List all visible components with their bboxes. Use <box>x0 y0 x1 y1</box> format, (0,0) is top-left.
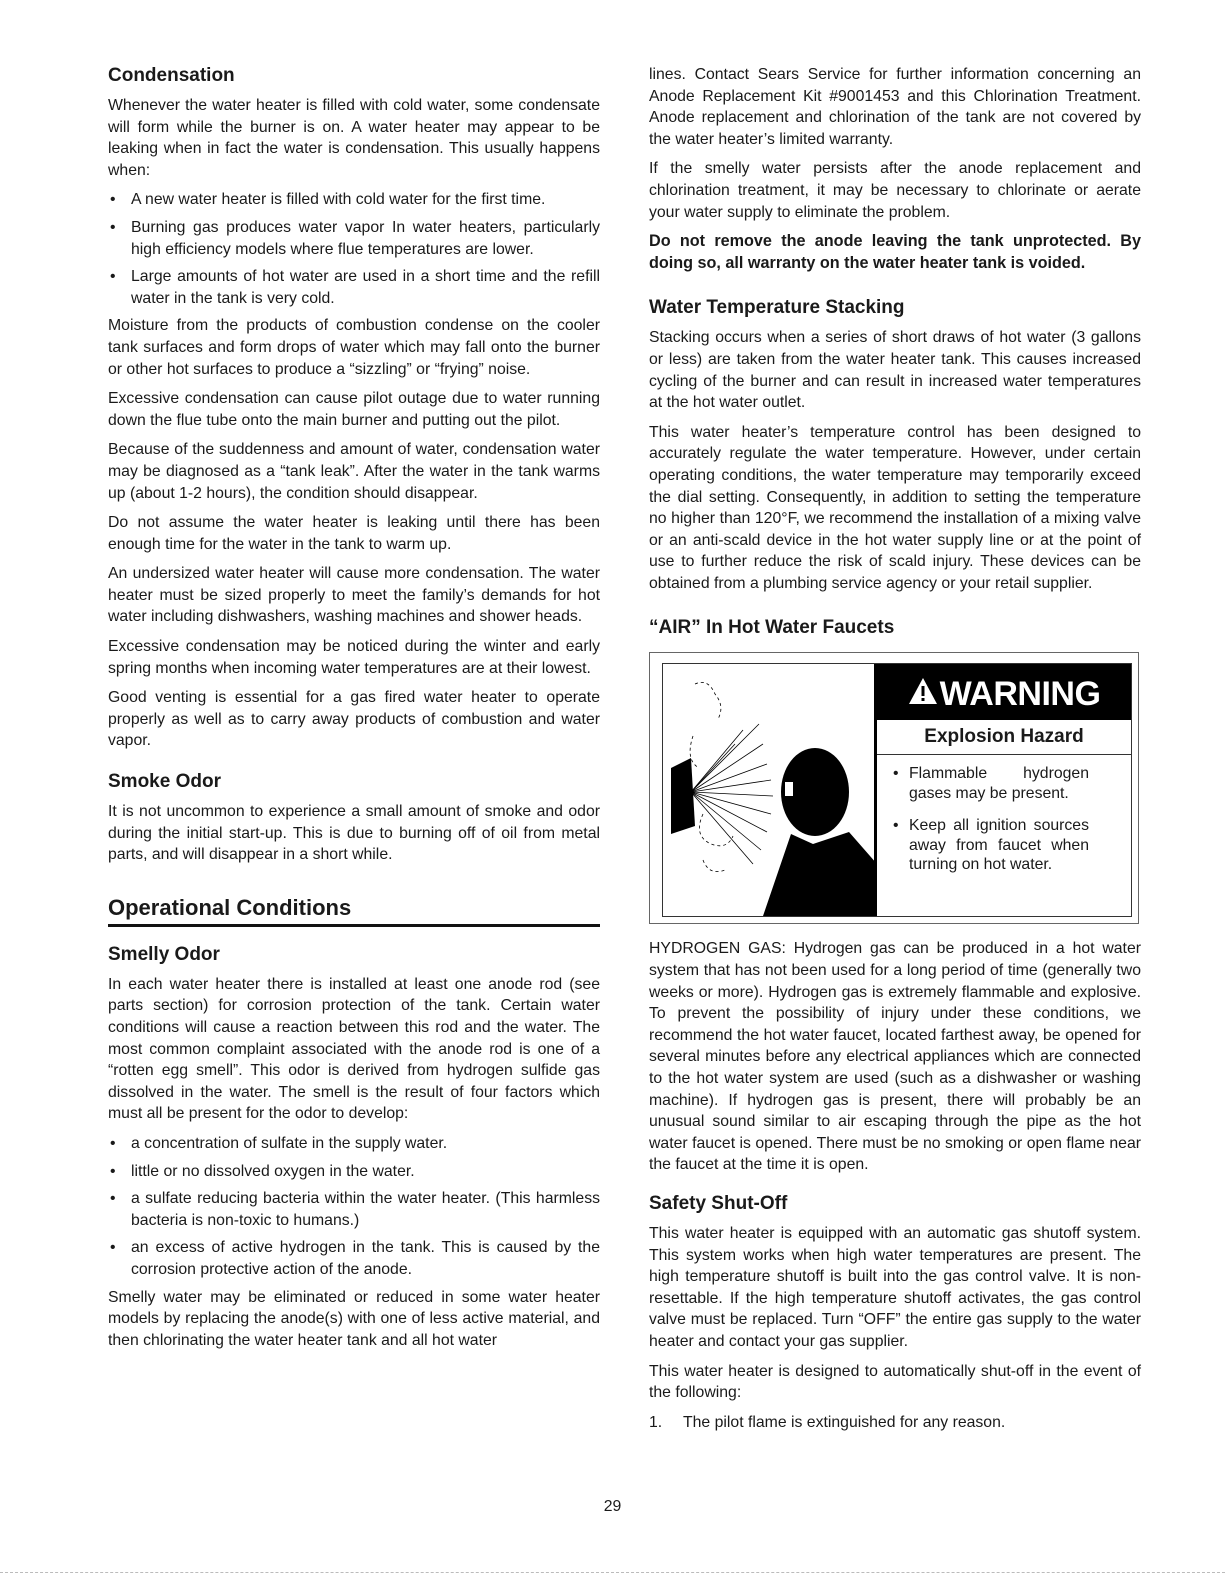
list-item: • A new water heater is filled with cold water for the first time. <box>108 189 600 211</box>
list-item: • Burning gas produces water vapor In water heaters, particularly high efficiency models where flue temperatures are lower. <box>108 217 600 260</box>
warning-item: • Flammable hydrogen gases may be present. <box>893 764 1089 803</box>
condensation-paragraph: An undersized water heater will cause more condensation. The water heater must be sized properly to meet the family’s demands for hot water including dishwashers, washing machines and shower heads. <box>108 565 600 626</box>
explosion-hazard-icon <box>663 664 877 916</box>
smoke-odor-heading: Smoke Odor <box>108 771 221 793</box>
air-in-faucets-heading: “AIR” In Hot Water Faucets <box>649 617 895 639</box>
water-temperature-stacking-heading: Water Temperature Stacking <box>649 297 905 319</box>
smelly-odor-heading: Smelly Odor <box>108 943 220 965</box>
list-text: The pilot flame is extinguished for any reason. <box>683 1413 1006 1431</box>
list-item <box>649 1412 1141 1434</box>
condensation-paragraph: Good venting is essential for a gas fired water heater to operate properly as well as to carry away products of combustion and water vapor. <box>108 689 600 750</box>
condensation-paragraph: Excessive condensation can cause pilot outage due to water running down the flue tube onto the main burner and putting out the pilot. <box>108 390 600 429</box>
shutoff-numbered-list <box>649 1412 1141 1434</box>
safety-shutoff-heading: Safety Shut-Off <box>649 1193 788 1214</box>
anode-warning-text: Do not remove the anode leaving the tank unprotected. By doing so, all warranty on the water heater tank is voided. <box>649 232 1141 272</box>
smelly-odor-continued-paragraph: If the smelly water persists after the anode replacement and chlorination treatment, it may be necessary to chlorinate or aerate your water supply to eliminate the problem. <box>649 160 1141 221</box>
left-column <box>108 64 600 1359</box>
scan-edge-line <box>0 1572 1225 1573</box>
page-number: 29 <box>603 1498 622 1515</box>
list-number: 1. <box>649 1413 663 1431</box>
condensation-paragraph: Do not assume the water heater is leaking until there has been enough time for the water in the tank to warm up. <box>108 514 600 553</box>
list-item: • a concentration of sulfate in the supply water. <box>108 1133 600 1155</box>
list-item: • an excess of active hydrogen in the tank. This is caused by the corrosion protective action of the anode. <box>108 1237 600 1280</box>
smelly-odor-bullet-list <box>108 1133 600 1281</box>
stacking-paragraph: This water heater’s temperature control has been designed to accurately regulate the water temperature. However, under certain operating conditions, the water temperature may temporarily exceed the dial setting. Consequently, in addition to setting the temperature no higher than 120°F, we recommend the installation of a mixing valve or an anti-scald device in the hot water supply line or at the point of use to further reduce the risk of scald injury. These devices can be obtained from a plumbing service agency or your retail supplier. <box>649 423 1141 592</box>
warning-banner <box>877 664 1131 720</box>
hydrogen-gas-paragraph: HYDROGEN GAS: Hydrogen gas can be produced in a hot water system that has not been used for a long period of time (generally two weeks or more). Hydrogen gas is extremely flammable and explosive. To prevent the possibility of injury under these conditions, we recommend the hot water faucet, located farthest away, be opened for several minutes before any electrical appliances which are connected to the hot water system are used (such as a dishwasher or washing machine). If hydrogen gas is present, there will probably be an unusual sound similar to air escaping through the pipe as the hot water faucet is opened. There must be no smoking or open flame near the faucet at the time it is open. <box>649 940 1141 1174</box>
warning-item: • Keep all ignition sources away from faucet when turning on hot water. <box>893 816 1089 875</box>
smelly-odor-paragraph: In each water heater there is installed at least one anode rod (see parts section) for corrosion protection of the tank. Certain water conditions will cause a reaction between this rod and the water. The most common complaint associated with the anode rod is one of a “rotten egg smell”. This odor is derived from hydrogen sulfide gas dissolved in the water. The smell is the result of four factors which must all be present for the odor to develop: <box>108 975 600 1123</box>
warning-banner-text: WARNING <box>939 675 1101 714</box>
shutoff-paragraph: This water heater is equipped with an automatic gas shutoff system. This system works when high water temperatures are present. The high temperature shutoff is built into the gas control valve. It is non-resettable. If the high temperature shutoff activates, the gas control valve must be replaced. Turn “OFF” the entire gas supply to the water heater and contact your gas supplier. <box>649 1225 1141 1350</box>
condensation-paragraph: Because of the suddenness and amount of water, condensation water may be diagnosed as a “tank leak”. After the water in the tank warms up (about 1-2 hours), the condition should disappear. <box>108 441 600 502</box>
warning-title: Explosion Hazard <box>877 720 1131 755</box>
stacking-paragraph: Stacking occurs when a series of short draws of hot water (3 gallons or less) are taken from the water heater tank. This causes increased cycling of the burner and can result in increased water temperatures at the hot water outlet. <box>649 329 1141 412</box>
smoke-odor-paragraph: It is not uncommon to experience a small amount of smoke and odor during the initial start-up. This is due to burning off of oil from metal parts, and will disappear in a short while. <box>108 803 600 864</box>
smelly-odor-continued-paragraph: lines. Contact Sears Service for further information concerning an Anode Replacement Kit #9001453 and this Chlorination Treatment. Anode replacement and chlorination of the tank are not covered by the water heater’s limited warranty. <box>649 66 1141 148</box>
condensation-heading: Condensation <box>108 65 235 86</box>
smelly-odor-paragraph: Smelly water may be eliminated or reduced in some water heater models by replacing the anode(s) with one of less active material, and then chlorinating the water heater tank and all hot water <box>108 1288 600 1349</box>
explosion-warning-box <box>649 652 1139 924</box>
list-item: • little or no dissolved oxygen in the water. <box>108 1161 600 1183</box>
condensation-paragraph: Whenever the water heater is filled with cold water, some condensate will form while the burner is on. A water heater may appear to be leaking when in fact the water is condensation. This usually happens when: <box>108 97 600 179</box>
condensation-bullet-list <box>108 189 600 309</box>
warning-items <box>877 764 1131 888</box>
right-column <box>649 64 1141 1433</box>
section-divider <box>108 924 600 927</box>
list-item: • a sulfate reducing bacteria within the water heater. (This harmless bacteria is non-toxic to humans.) <box>108 1188 600 1231</box>
shutoff-paragraph: This water heater is designed to automatically shut-off in the event of the following: <box>649 1362 1141 1402</box>
list-item: • Large amounts of hot water are used in a short time and the refill water in the tank is very cold. <box>108 266 600 309</box>
operational-conditions-heading: Operational Conditions <box>108 894 352 920</box>
condensation-paragraph: Moisture from the products of combustion condense on the cooler tank surfaces and form drops of water which may fall onto the burner or other hot surfaces to produce a “sizzling” or “frying” noise. <box>108 317 600 378</box>
condensation-paragraph: Excessive condensation may be noticed during the winter and early spring months when incoming water temperatures are at their lowest. <box>108 638 600 677</box>
alert-triangle-icon <box>908 666 938 722</box>
warning-inner-frame <box>662 663 1132 917</box>
